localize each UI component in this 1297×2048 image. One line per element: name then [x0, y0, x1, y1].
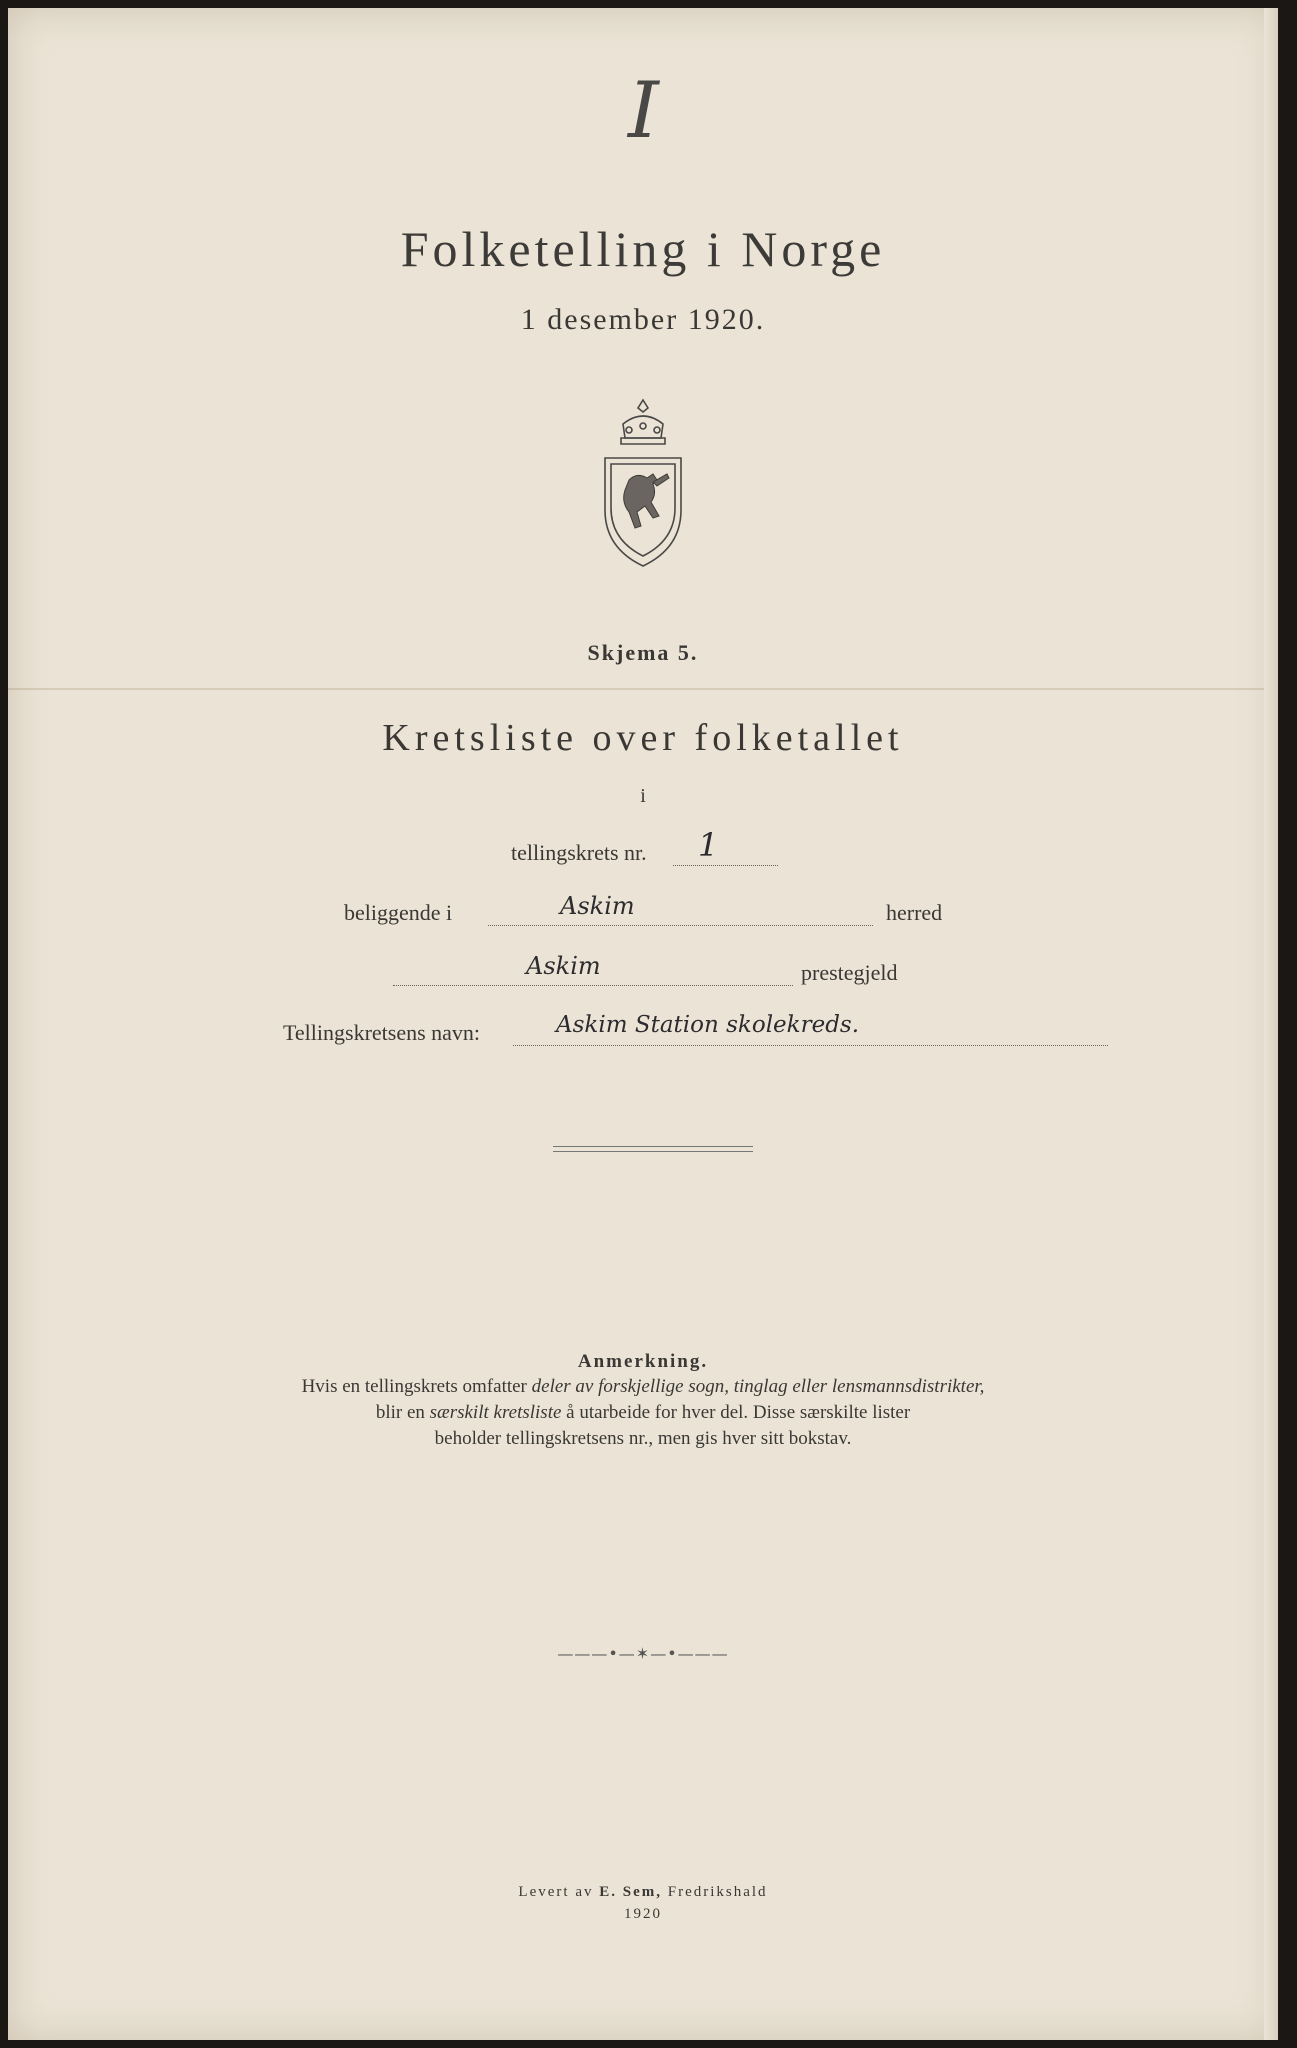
tellingskrets-value: 1	[698, 826, 719, 864]
note-line-3: beholder tellingskretsens nr., men gis hver sitt bokstav.	[434, 1428, 852, 1449]
note-line-2-emphasis: særskilt kretsliste	[429, 1402, 562, 1423]
form-title: Kretsliste over folketallet	[382, 717, 904, 759]
kretsnavn-value: Askim Station skolekreds.	[556, 1012, 860, 1038]
printer-year: 1920	[624, 1906, 662, 1922]
note-line-2-text-b: å utarbeide for hver del. Disse særskilte lister	[561, 1402, 911, 1423]
note-line-2-text-a: blir en	[375, 1402, 430, 1423]
printer-prefix: Levert av	[518, 1884, 600, 1900]
preposition-i: i	[640, 785, 646, 807]
printer-city: Fredrikshald	[661, 1884, 768, 1900]
beliggende-label: beliggende i	[344, 900, 453, 925]
paper-fold	[8, 688, 1278, 690]
ornament-divider: ———•—✶—•———	[557, 1644, 729, 1663]
schema-label: Skjema 5.	[587, 640, 699, 665]
beliggende-value: Askim	[560, 892, 635, 920]
norwegian-coat-of-arms-icon	[593, 396, 693, 571]
kretsnavn-dotted-line	[513, 1044, 1108, 1046]
census-form-page	[8, 8, 1278, 2040]
herred-label: herred	[886, 900, 943, 925]
tellingskrets-dotted-line	[673, 864, 778, 866]
prestegjeld-dotted-line	[393, 984, 793, 986]
note-line-2	[8, 1402, 1278, 1424]
kretsnavn-label: Tellingskretsens navn:	[283, 1020, 481, 1045]
note-line-1-text: Hvis en tellingskrets omfatter	[301, 1376, 532, 1397]
prestegjeld-value: Askim	[526, 952, 601, 980]
divider-rule	[553, 1146, 753, 1152]
census-date: 1 desember 1920.	[520, 303, 766, 336]
page-title: Folketelling i Norge	[400, 221, 886, 277]
roman-numeral: I	[628, 66, 659, 156]
printer-line	[8, 1884, 1278, 1901]
note-heading: Anmerkning.	[577, 1351, 709, 1372]
tellingskrets-label: tellingskrets nr.	[511, 840, 647, 865]
prestegjeld-label: prestegjeld	[801, 960, 898, 985]
beliggende-dotted-line	[488, 924, 873, 926]
note-line-1	[8, 1376, 1278, 1398]
note-line-1-emphasis: deler av forskjellige sogn, tinglag eller lensmannsdistrikter,	[531, 1376, 985, 1397]
printer-name: E. Sem,	[599, 1884, 662, 1900]
